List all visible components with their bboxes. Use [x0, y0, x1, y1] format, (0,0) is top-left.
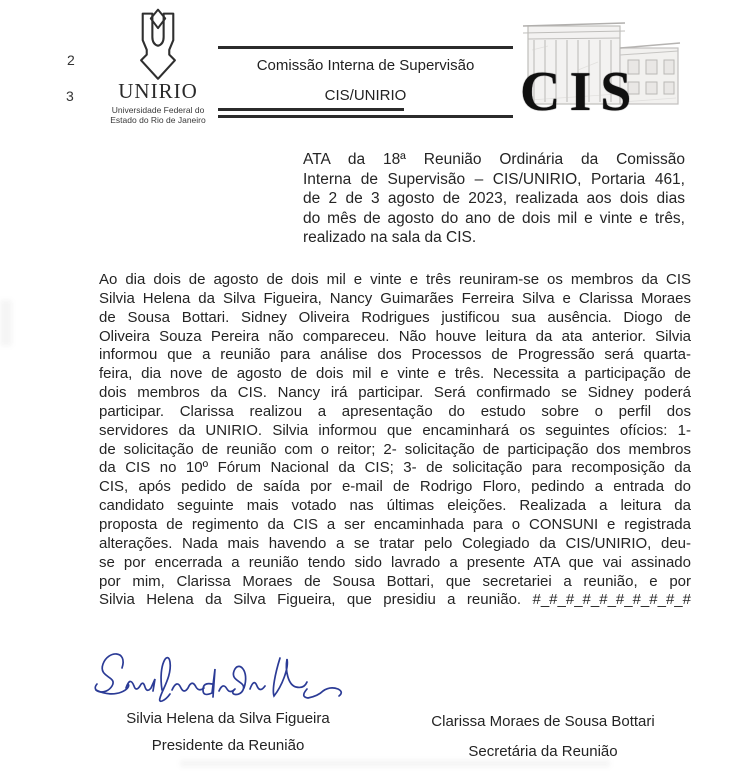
body-line: Oliveira Souza Pereira não compareceu. Não houve leitura da ata anterior. Silvia: [99, 327, 691, 345]
scan-smudge: [180, 760, 610, 767]
signatory-left-name: Silvia Helena da Silva Figueira: [126, 710, 330, 727]
title-line: do mês de agosto do ano de dois mil e vinte e três,: [303, 209, 685, 227]
margin-page-number-3: 3: [66, 88, 74, 104]
cis-wordmark: CIS: [520, 61, 641, 123]
body-line: de solicitação de reunião com o reitor; 2- solicitação de participação dos membros: [99, 440, 691, 458]
body-line: Silvia Helena da Silva Figueira, Nancy Guimarães Ferreira Silva e Clarissa Moraes: [99, 289, 691, 307]
signatory-right-role: Secretária da Reunião: [468, 743, 618, 760]
body-line: proposta de regimento da CIS a ser encaminhada para o CONSUNI e registrada: [99, 515, 691, 533]
body-line: de Sousa Bottari. Sidney Oliveira Rodrigues justificou sua ausência. Diogo de: [99, 308, 691, 326]
cis-logo: [518, 10, 688, 123]
body-line: informou que a reunião para análise dos Processos de Progressão será quarta-: [99, 346, 691, 364]
title-line: de 2 de 3 agosto de 2023, realizada aos dois dias: [303, 190, 685, 208]
header-commission-title: Comissão Interna de Supervisão: [256, 57, 475, 74]
body-line: se por encerrada a reunião tendo sido lavrado a presente ATA que vai assinado: [99, 553, 691, 571]
body-line: participar. Clarissa realizou a apresentação do estudo sobre o perfil dos: [99, 402, 691, 420]
body-line: Silvia Helena da Silva Figueira, que presidiu a reunião. #_#_#_#_#_#_#_#_#_#: [99, 591, 691, 609]
body-line: CIS, após pedido de saída por e-mail de Rodrigo Floro, pedindo a entrada do: [99, 478, 691, 496]
ata-title-block: [303, 150, 685, 248]
title-line: realizado na sala da CIS.: [303, 229, 477, 247]
unirio-tagline-line1: Universidade Federal do: [111, 105, 205, 115]
body-line: Ao dia dois de agosto de dois mil e vinte e três reuniram-se os membros da CIS: [99, 271, 691, 288]
unirio-tagline: [98, 105, 218, 125]
body-line: por mim, Clarissa Moraes de Sousa Bottari, que secretariei a reunião, e por: [99, 572, 691, 590]
header-cis-unirio-subtitle: CIS/UNIRIO: [324, 87, 407, 104]
margin-page-number-2: 2: [67, 52, 75, 68]
body-line: candidato seguinte mais votado nas últimas eleições. Realizada a leitura da: [99, 497, 691, 515]
header-rule-box: [218, 46, 513, 118]
body-line: servidores da UNIRIO. Silvia informou que encaminhará os seguintes ofícios: 1-: [99, 421, 691, 439]
unirio-tagline-line2: Estado do Rio de Janeiro: [110, 115, 206, 125]
title-line: ATA da 18ª Reunião Ordinária da Comissão: [303, 151, 685, 168]
minutes-body-paragraph: [99, 271, 691, 610]
handwritten-signature-icon: [88, 644, 350, 719]
title-line: Interna de Supervisão – CIS/UNIRIO, Portaria 461,: [303, 170, 685, 188]
body-line: feira, dia nove de agosto de dois mil e vinte e três. Necessita a participação de: [99, 365, 691, 383]
unirio-wordmark: UNIRIO: [118, 79, 198, 103]
body-line: da CIS no 10º Fórum Nacional da CIS; 3- de solicitação para recomposição da: [99, 459, 691, 477]
body-line: dois membros da CIS. Nancy irá participar. Será confirmado se Sidney poderá: [99, 384, 691, 402]
header-subtitle-underline: [218, 108, 404, 111]
unirio-logo: [98, 8, 218, 125]
unirio-symbol-icon: [98, 8, 218, 82]
signatory-right-name: Clarissa Moraes de Sousa Bottari: [431, 713, 655, 730]
body-line: alterações. Nada mais havendo a se tratar pelo Colegiado da CIS/UNIRIO, deu-: [99, 534, 691, 552]
scan-smudge: [0, 300, 12, 346]
signatory-left-role: Presidente da Reunião: [151, 737, 305, 754]
